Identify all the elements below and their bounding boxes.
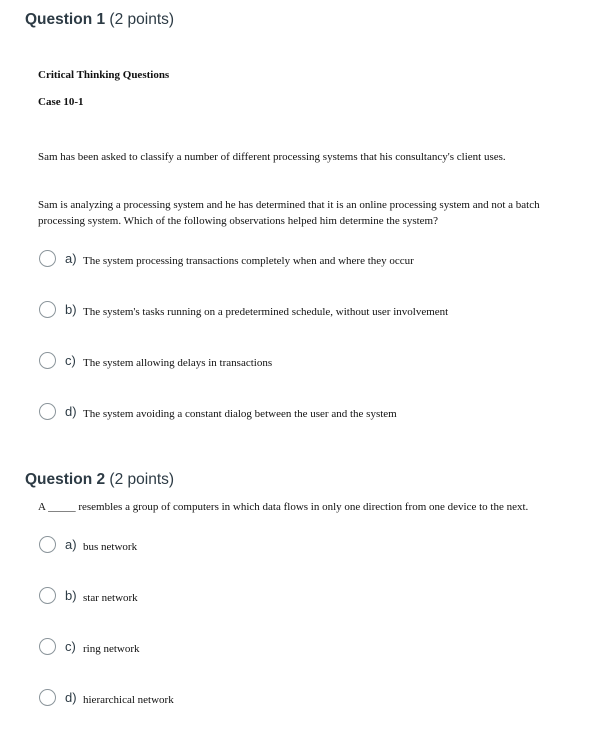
option-letter: b) [65,588,77,603]
question-1-points: (2 points) [109,11,175,28]
option-text: The system avoiding a constant dialog between the user and the system [83,408,397,420]
question-1-number: Question 1 [25,11,106,28]
question-1-title [25,11,174,29]
question-2-prompt: A _____ resembles a group of computers in which data flows in only one direction from one device to the next. [38,501,529,513]
option-letter: c) [65,353,76,368]
option-letter: a) [65,537,77,552]
radio-button[interactable] [39,689,56,706]
radio-button[interactable] [39,587,56,604]
option-text: bus network [83,541,138,553]
radio-button[interactable] [39,536,56,553]
section-title: Critical Thinking Questions [38,69,170,81]
case-label: Case 10-1 [38,96,84,108]
radio-button[interactable] [39,301,56,318]
radio-button[interactable] [39,403,56,420]
question-1-intro: Sam has been asked to classify a number of different processing systems that his consultancy's client uses. [38,151,506,163]
option-text: The system's tasks running on a predetermined schedule, without user involvement [83,306,449,318]
radio-button[interactable] [39,638,56,655]
option-letter: d) [65,404,77,419]
question-2-points: (2 points) [109,471,175,488]
option-text: hierarchical network [83,694,174,706]
option-letter: b) [65,302,77,317]
option-text: star network [83,592,138,604]
question-2-title [25,471,174,489]
option-letter: d) [65,690,77,705]
question-2-number: Question 2 [25,471,106,488]
option-text: The system allowing delays in transactions [83,357,273,369]
question-1-prompt-line-1: Sam is analyzing a processing system and he has determined that it is an online processing system and not a batch [38,199,540,211]
option-letter: c) [65,639,76,654]
option-text: ring network [83,643,140,655]
radio-button[interactable] [39,250,56,267]
question-1-prompt-line-2: processing system. Which of the following observations helped him determine the system? [38,215,438,227]
option-letter: a) [65,251,77,266]
option-text: The system processing transactions completely when and where they occur [83,255,414,267]
radio-button[interactable] [39,352,56,369]
